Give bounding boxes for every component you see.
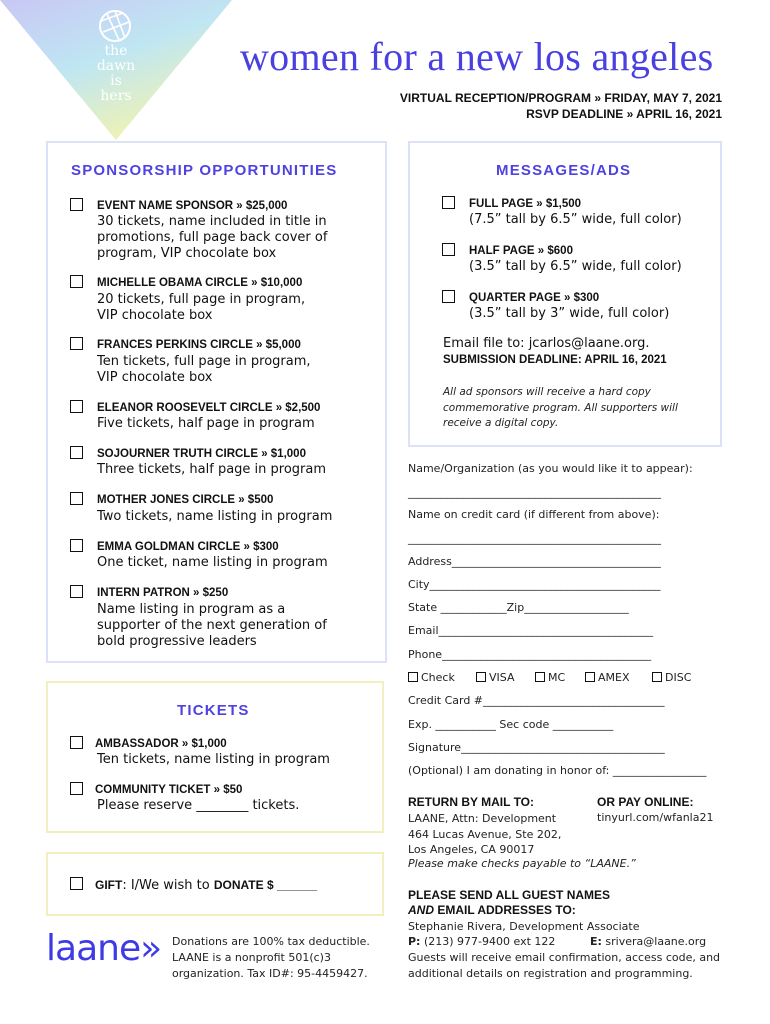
item-title: FRANCES PERKINS CIRCLE » $5,000 — [97, 339, 301, 351]
sponsorship-heading: SPONSORSHIP OPPORTUNITIES — [71, 162, 338, 179]
email-file-line: Email file to: jcarlos@laane.org. — [443, 336, 650, 351]
page-title: women for a new los angeles — [240, 34, 714, 79]
item-title: EMMA GOLDMAN CIRCLE » $300 — [97, 541, 279, 553]
honor-field[interactable]: (Optional) I am donating in honor of: _________________ — [408, 764, 707, 777]
email-field[interactable]: Email_______________________________________ — [408, 624, 654, 637]
submission-deadline: SUBMISSION DEADLINE: APRIL 16, 2021 — [443, 354, 667, 366]
item-title: COMMUNITY TICKET » $50 — [95, 784, 243, 796]
logo-tagline: the dawn is hers — [96, 43, 136, 104]
item-title: QUARTER PAGE » $300 — [469, 292, 600, 304]
online-url[interactable]: tinyurl.com/wfanla21 — [597, 811, 714, 824]
contact-email — [590, 935, 706, 948]
item-desc: (3.5” tall by 3” wide, full color) — [469, 306, 670, 321]
payment-label: VISA — [489, 671, 515, 684]
item-desc: 20 tickets, full page in program, VIP chocolate box — [97, 292, 306, 323]
address-field[interactable]: Address______________________________________ — [408, 555, 661, 568]
signature-field[interactable]: Signature_____________________________________ — [408, 741, 665, 754]
item-desc: Please reserve ________ tickets. — [97, 798, 300, 813]
checkbox-gift[interactable] — [70, 877, 83, 890]
item-title: ELEANOR ROOSEVELT CIRCLE » $2,500 — [97, 402, 321, 414]
name-card-field[interactable]: ______________________________________________ — [408, 532, 661, 545]
payment-option-check[interactable] — [408, 671, 455, 684]
payment-label: AMEX — [598, 671, 630, 684]
checkbox-full-page[interactable] — [442, 196, 455, 209]
name-card-label: Name on credit card (if different from above): — [408, 508, 660, 521]
item-desc: Two tickets, name listing in program — [97, 509, 333, 524]
contact-name: Stephanie Rivera, Development Associate — [408, 920, 640, 933]
name-org-label: Name/Organization (as you would like it to appear): — [408, 462, 693, 475]
checkbox-event-name[interactable] — [70, 198, 83, 211]
checkbox-quarter-page[interactable] — [442, 290, 455, 303]
and-word: AND — [408, 903, 434, 917]
guest-info: Guests will receive email confirmation, access code, and additional details on registration and programming. — [408, 951, 721, 980]
gift-donate: DONATE $ ______ — [213, 878, 318, 892]
checkbox-amex[interactable] — [585, 672, 595, 682]
payment-label: DISC — [665, 671, 692, 684]
item-title: MICHELLE OBAMA CIRCLE » $10,000 — [97, 277, 303, 289]
checkbox-mother-jones[interactable] — [70, 492, 83, 505]
donation-note: Donations are 100% tax deductible. LAANE is a nonprofit 501(c)3 organization. Tax ID#: 95-4459427. — [172, 935, 370, 980]
item-desc: Three tickets, half page in program — [97, 462, 327, 477]
mail-heading: RETURN BY MAIL TO: — [408, 795, 535, 809]
item-title: EVENT NAME SPONSOR » $25,000 — [97, 200, 288, 212]
rsvp-line: RSVP DEADLINE » APRIL 16, 2021 — [526, 107, 722, 121]
checkbox-mc[interactable] — [535, 672, 545, 682]
checkbox-emma-goldman[interactable] — [70, 539, 83, 552]
credit-card-field[interactable]: Credit Card #_________________________________ — [408, 694, 665, 707]
checkbox-half-page[interactable] — [442, 243, 455, 256]
item-desc: (3.5” tall by 6.5” wide, full color) — [469, 259, 682, 274]
item-title: SOJOURNER TRUTH CIRCLE » $1,000 — [97, 448, 306, 460]
city-field[interactable]: City__________________________________________ — [408, 578, 661, 591]
payment-option-visa[interactable] — [476, 671, 514, 684]
item-desc: Five tickets, half page in program — [97, 416, 315, 431]
checkbox-check[interactable] — [408, 672, 418, 682]
payment-option-mc[interactable] — [535, 671, 565, 684]
item-desc: Ten tickets, name listing in program — [97, 752, 330, 767]
guests-heading-1: PLEASE SEND ALL GUEST NAMES — [408, 888, 611, 902]
heading-rest: EMAIL ADDRESSES TO: — [434, 903, 576, 917]
checkbox-frances-perkins[interactable] — [70, 337, 83, 350]
payment-option-disc[interactable] — [652, 671, 691, 684]
mail-address: LAANE, Attn: Development 464 Lucas Avenue, Ste 202, Los Angeles, CA 90017 — [408, 812, 562, 856]
phone-value: (213) 977-9400 ext 122 — [420, 935, 556, 948]
phone-label: P: — [408, 935, 421, 948]
gift-line — [95, 877, 317, 894]
item-desc: 30 tickets, name included in title in promotions, full page back cover of program, VIP chocolate box — [97, 214, 328, 261]
globe-icon — [95, 8, 135, 44]
checkbox-disc[interactable] — [652, 672, 662, 682]
exp-sec-field[interactable]: Exp. ___________ Sec code ___________ — [408, 718, 614, 731]
checks-note: Please make checks payable to “LAANE.” — [408, 857, 636, 870]
name-org-field[interactable]: ______________________________________________ — [408, 486, 661, 499]
laane-logo: laane» — [46, 928, 162, 969]
item-title: HALF PAGE » $600 — [469, 245, 573, 257]
checkbox-eleanor-roosevelt[interactable] — [70, 400, 83, 413]
event-line: VIRTUAL RECEPTION/PROGRAM » FRIDAY, MAY 7, 2021 — [399, 91, 722, 105]
payment-option-amex[interactable] — [585, 671, 630, 684]
state-zip-field[interactable]: State ____________Zip___________________ — [408, 601, 629, 614]
item-title: FULL PAGE » $1,500 — [469, 198, 582, 210]
checkbox-ambassador[interactable] — [70, 736, 83, 749]
gift-text: : I/We wish to — [122, 878, 214, 893]
contact-phone — [408, 935, 555, 948]
item-title: AMBASSADOR » $1,000 — [95, 738, 227, 750]
payment-label: Check — [421, 671, 455, 684]
guests-heading-2 — [408, 903, 576, 917]
item-desc: (7.5” tall by 6.5” wide, full color) — [469, 212, 682, 227]
checkbox-community-ticket[interactable] — [70, 782, 83, 795]
item-desc: Ten tickets, full page in program, VIP chocolate box — [97, 354, 311, 385]
item-desc: One ticket, name listing in program — [97, 555, 328, 570]
ad-note: All ad sponsors will receive a hard copy commemorative program. All supporters will receive a digital copy. — [443, 386, 678, 429]
tickets-heading: TICKETS — [177, 702, 250, 719]
messages-heading: MESSAGES/ADS — [496, 162, 632, 179]
email-value[interactable]: srivera@laane.org — [601, 935, 707, 948]
phone-field[interactable]: Phone______________________________________ — [408, 648, 652, 661]
checkbox-michelle-obama[interactable] — [70, 275, 83, 288]
gift-label: GIFT — [95, 878, 123, 892]
item-desc: Name listing in program as a supporter of the next generation of bold progressive leaders — [97, 602, 327, 649]
checkbox-sojourner-truth[interactable] — [70, 446, 83, 459]
item-title: MOTHER JONES CIRCLE » $500 — [97, 494, 274, 506]
item-title: INTERN PATRON » $250 — [97, 587, 229, 599]
online-heading: OR PAY ONLINE: — [597, 795, 694, 809]
email-label: E: — [590, 935, 602, 948]
checkbox-visa[interactable] — [476, 672, 486, 682]
checkbox-intern-patron[interactable] — [70, 585, 83, 598]
payment-label: MC — [548, 671, 566, 684]
